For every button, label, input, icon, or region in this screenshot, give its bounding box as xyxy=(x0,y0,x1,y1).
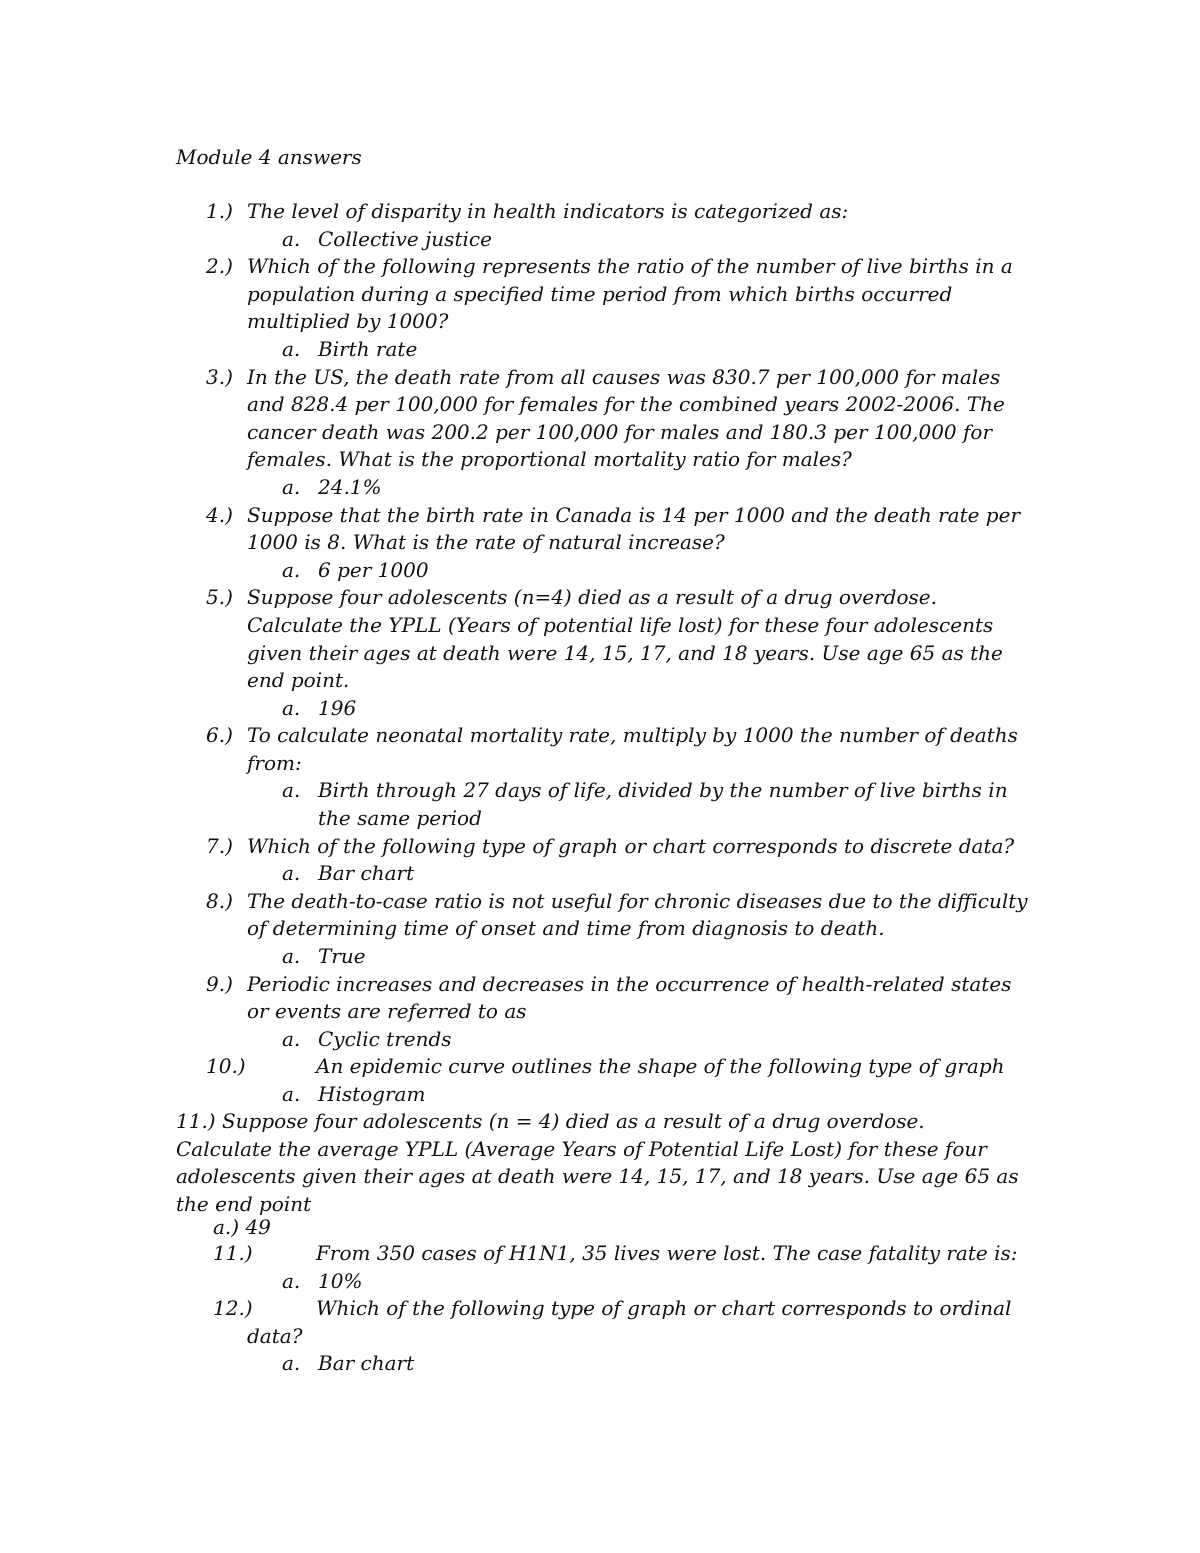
question-text: An epidemic curve outlines the shape of the following type of graph xyxy=(316,1054,1005,1079)
answer-text: 24.1% xyxy=(318,474,382,499)
answer-11-paragraph: a.) 49 xyxy=(213,1215,271,1239)
question-6 xyxy=(0,722,1200,777)
question-number: 11.) xyxy=(213,1241,253,1265)
question-9 xyxy=(0,971,1200,1026)
question-text: Which of the following type of graph or chart corresponds to discrete data? xyxy=(247,833,1015,858)
answer-5 xyxy=(0,695,1200,723)
question-number: 8.) xyxy=(206,888,233,913)
question-text: Suppose four adolescents (n=4) died as a result of a drug overdose. Calculate the YPLL (Years of potential life lost) for these four adolescents given their ages at death were 14, 15, 17, and 18 years. Use age 65 as the end point. xyxy=(247,585,1003,693)
question-number: 3.) xyxy=(206,364,233,389)
answer-letter: a. xyxy=(282,861,301,886)
question-text: The level of disparity in health indicators is categorized as: xyxy=(247,199,849,223)
question-11-paragraph: 11.) Suppose four adolescents (n = 4) died as a result of a drug overdose. Calculate the average YPLL (Average Years of Potential Life Lost) for these four adolescents given their ages at death were 14, 15, 17, and 18 years. Use age 65 as the end point xyxy=(176,1109,1019,1216)
answer-text: Cyclic trends xyxy=(318,1026,452,1051)
answer-letter: a. xyxy=(282,1351,301,1376)
question-text: Suppose that the birth rate in Canada is 14 per 1000 and the death rate per 1000 is 8. What is the rate of natural increase? xyxy=(247,502,1020,555)
answer-text: 196 xyxy=(318,695,357,720)
answer-letter: a. xyxy=(282,474,301,499)
answer-letter: a. xyxy=(282,1026,301,1051)
question-number: 4.) xyxy=(206,502,233,527)
answer-text: Bar chart xyxy=(318,1351,415,1376)
question-number: 6.) xyxy=(206,723,233,748)
answer-letter: a. xyxy=(282,336,301,361)
question-text: To calculate neonatal mortality rate, multiply by 1000 the number of deaths from: xyxy=(247,723,1018,775)
question-number: 9.) xyxy=(206,971,233,996)
question-text: In the US, the death rate from all causes was 830.7 per 100,000 for males and 828.4 per 100,000 for females for the combined years 2002-2006. The cancer death was 200.2 per 100,000 for males and 180.3 per 100,000 for females. What is the proportional mortality ratio for males? xyxy=(247,364,1005,472)
answer-3 xyxy=(0,474,1200,502)
answer-4 xyxy=(0,557,1200,585)
question-number: 7.) xyxy=(206,833,233,858)
answer-letter: a. xyxy=(282,695,301,720)
question-1 xyxy=(0,198,1200,226)
answer-10 xyxy=(0,1081,1200,1109)
question-number: 12.) xyxy=(213,1296,253,1321)
answer-8 xyxy=(0,943,1200,971)
answer-text: 10% xyxy=(318,1268,363,1293)
answer-9 xyxy=(0,1026,1200,1054)
question-number: 1.) xyxy=(206,199,233,223)
answer-2 xyxy=(0,336,1200,364)
answer-7 xyxy=(0,860,1200,888)
answer-text: 6 per 1000 xyxy=(318,557,429,582)
question-text-continuation: data? xyxy=(247,1323,303,1348)
later-question-list xyxy=(0,1240,1200,1378)
later-question-12 xyxy=(0,1295,1200,1350)
question-text: Which of the following represents the ratio of the number of live births in a population during a specified time period from which births occurred multiplied by 1000? xyxy=(247,254,1013,334)
question-text: Periodic increases and decreases in the occurrence of health-related states or events are referred to as xyxy=(247,971,1012,1024)
question-4 xyxy=(0,502,1200,557)
answer-6 xyxy=(0,777,1200,832)
question-8 xyxy=(0,888,1200,943)
answer-text: Collective justice xyxy=(318,226,492,251)
answer-text: Histogram xyxy=(318,1082,426,1106)
question-text xyxy=(247,1295,1036,1350)
page-title: Module 4 answers xyxy=(176,145,362,169)
question-number: 2.) xyxy=(206,254,233,279)
answer-letter: a. xyxy=(282,1268,301,1293)
answer-text: Bar chart xyxy=(318,861,415,886)
later-answer-12 xyxy=(0,1350,1200,1378)
question-5 xyxy=(0,584,1200,694)
answer-text: True xyxy=(318,944,366,969)
question-3 xyxy=(0,364,1200,474)
answer-letter: a. xyxy=(282,1082,301,1106)
answer-letter: a. xyxy=(282,557,301,582)
question-number: 5.) xyxy=(206,585,233,610)
answer-text: Birth through 27 days of life, divided by the number of live births in the same period xyxy=(318,778,1008,831)
later-answer-11 xyxy=(0,1268,1200,1296)
question-text-line: From 350 cases of H1N1, 35 lives were lost. The case fatality rate is: xyxy=(316,1241,1018,1265)
question-text: The death-to-case ratio is not useful for chronic diseases due to the difficulty of determining time of onset and time from diagnosis to death. xyxy=(247,888,1028,941)
answer-text: Birth rate xyxy=(318,336,418,361)
later-question-11 xyxy=(0,1240,1200,1268)
answer-1 xyxy=(0,226,1200,254)
question-7 xyxy=(0,833,1200,861)
answer-letter: a. xyxy=(282,944,301,969)
question-10 xyxy=(0,1053,1200,1081)
answer-letter: a. xyxy=(282,778,301,803)
question-text xyxy=(316,1240,1036,1268)
answer-letter: a. xyxy=(282,226,301,251)
question-number: 10.) xyxy=(206,1054,246,1079)
question-list xyxy=(0,198,1200,1109)
question-text-line: Which of the following type of graph or chart corresponds to ordinal xyxy=(316,1296,1012,1321)
question-2 xyxy=(0,253,1200,336)
